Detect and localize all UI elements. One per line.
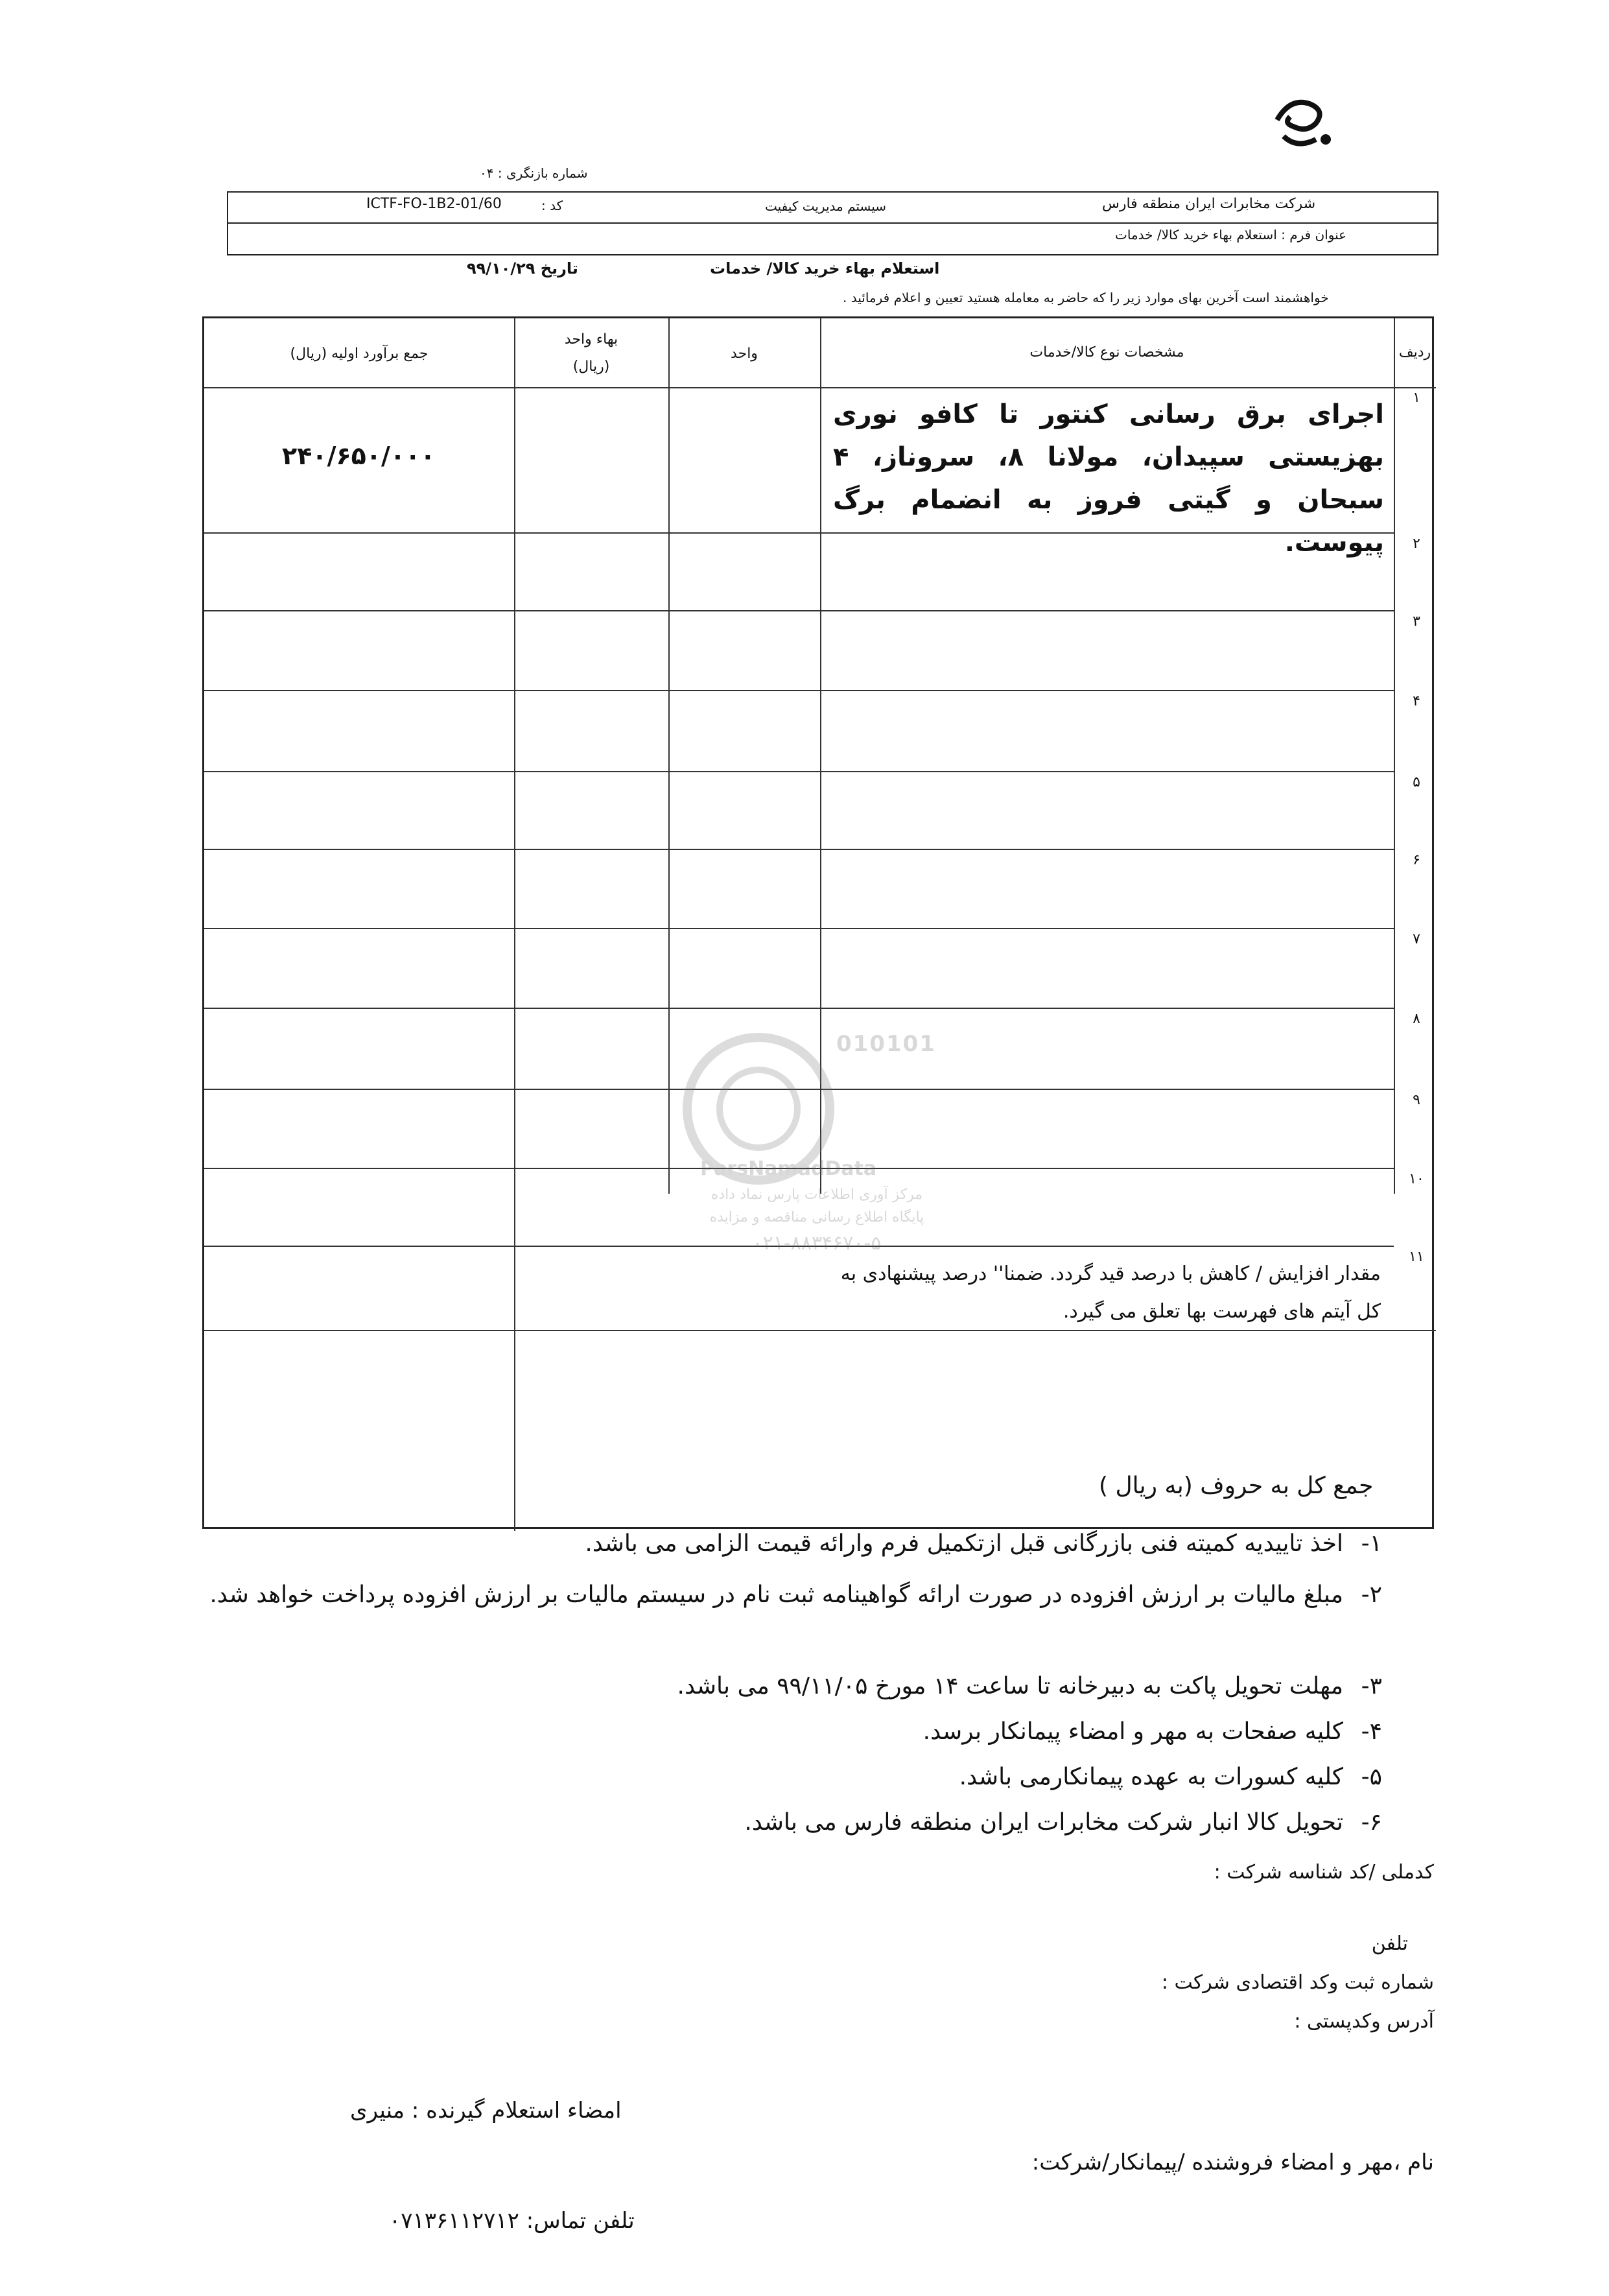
inquiry-signer: امضاء استعلام گیرنده : منیری (350, 2098, 622, 2124)
condition-item: ۵-کلیه کسورات به عهده پیمانکارمی باشد. (959, 1764, 1382, 1790)
row-number: ۲ (1413, 536, 1420, 552)
address-label: آدرس وکدپستی : (1294, 2010, 1434, 2033)
form-code: ICTF-FO-1B2-01/60 (366, 196, 502, 212)
row-number: ۱۰ (1409, 1171, 1424, 1187)
row-number: ۴ (1413, 693, 1420, 709)
contact-phone: تلفن تماس: ۰۷۱۳۶۱۱۲۷۱۲ (389, 2208, 635, 2234)
row-number: ۱۱ (1409, 1249, 1424, 1265)
seller-signature-label: نام ،مهر و امضاء فروشنده /پیمانکار/شرکت: (1031, 2149, 1434, 2175)
national-code-label: کدملی /کد شناسه شرکت : (1214, 1861, 1434, 1884)
watermark (668, 1018, 959, 1264)
condition-item: ۱-اخذ تاییدیه کمیته فنی بازرگانی قبل ازتکمیل فرم وارائه قیمت الزامی می باشد. (585, 1530, 1382, 1557)
row-number: ۵ (1413, 774, 1420, 790)
row-number: ۹ (1413, 1092, 1420, 1108)
percent-note: مقدار افزایش / کاهش با درصد قید گردد. ضمنا'' درصد پیشنهادی به کل آیتم های فهرست بها تعلق می گیرد. (840, 1262, 1381, 1323)
watermark-digits: 010101 (836, 1031, 936, 1057)
quality-system-name: سیستم مدیریت کیفیت (765, 198, 887, 214)
row-number: ۶ (1413, 852, 1420, 868)
watermark-phone: ۰۲۱-۸۸۳۴۶۷۰-۵ (752, 1232, 882, 1255)
intro-text: خواهشمند است آخرین بهای موارد زیر را که حاضر به معامله هستید تعیین و اعلام فرمائید . (843, 290, 1329, 305)
header-total: جمع برآورد اولیه (ریال) (290, 346, 429, 362)
form-code-label: کد : (541, 198, 563, 213)
phone-label: تلفن (1371, 1932, 1408, 1955)
row-number: ۷ (1413, 931, 1420, 947)
condition-item: ۳-مهلت تحویل پاکت به دبیرخانه تا ساعت ۱۴ مورخ ۹۹/۱۱/۰۵ می باشد. (677, 1673, 1382, 1699)
condition-item: ۶-تحویل کالا انبار شرکت مخابرات ایران منطقه فارس می باشد. (744, 1809, 1382, 1836)
company-name: شرکت مخابرات ایران منطقه فارس (1102, 196, 1316, 212)
document-title: استعلام بهاء خرید کالا/ خدمات (710, 259, 940, 278)
document-date: تاریخ ۹۹/۱۰/۲۹ (467, 259, 578, 278)
form-title: عنوان فرم : استعلام بهاء خرید کالا/ خدمات (1115, 227, 1347, 243)
item-total: ۲۴۰/۶۵۰/۰۰۰ (282, 442, 436, 470)
condition-item: ۲-مبلغ مالیات بر ارزش افزوده در صورت ارائه گواهینامه ثبت نام در سیستم مالیات بر ارزش افزوده پرداخت خواهد شد. (209, 1581, 1382, 1608)
items-table (202, 316, 1434, 1529)
revision-number: شماره بازنگری : ۰۴ (480, 165, 588, 181)
sum-in-words: جمع کل به حروف (به ریال ) (1099, 1473, 1374, 1499)
header-unit-price: بهاء واحد (564, 331, 618, 348)
row-number: ۳ (1413, 613, 1420, 630)
watermark-brand: ParsNamadData (700, 1157, 877, 1180)
header-row-no: ردیف (1398, 344, 1431, 361)
watermark-line2: پایگاه اطلاع رسانی مناقصه و مزایده (709, 1209, 924, 1225)
company-logo (1264, 94, 1342, 159)
row-number: ۸ (1413, 1011, 1420, 1027)
row-number: ۱ (1413, 390, 1420, 406)
header-unit: واحد (731, 346, 758, 362)
item-description: اجرای برق رسانی کنتور تا کافو نوری بهزیستی سپیدان، مولانا ۸، سروناز، ۴ سبحان و گیتی فروز به انضمام برگ پیوست. (833, 399, 1384, 558)
registration-label: شماره ثبت وکد اقتصادی شرکت : (1161, 1971, 1434, 1994)
header-description: مشخصات نوع کالا/خدمات (1029, 344, 1184, 361)
header-unit-price-sub: (ریال) (572, 359, 610, 375)
watermark-line1: مرکز آوری اطلاعات پارس نماد داده (711, 1187, 923, 1203)
condition-item: ۴-کلیه صفحات به مهر و امضاء پیمانکار برسد. (922, 1718, 1382, 1745)
